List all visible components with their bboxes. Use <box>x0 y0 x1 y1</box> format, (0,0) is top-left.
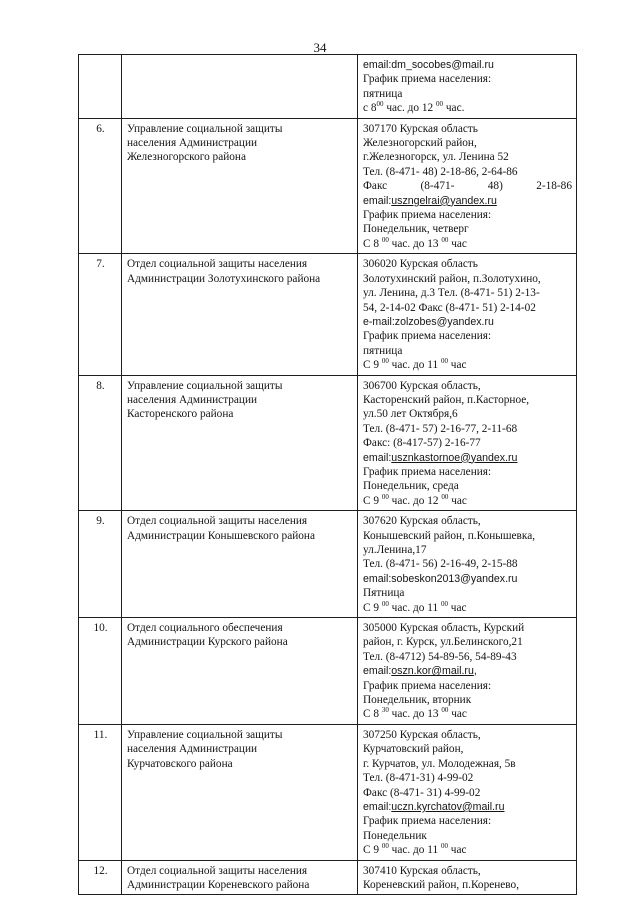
table-row <box>79 375 577 511</box>
schedule-title: График приема населения: <box>363 330 492 343</box>
organization-cell: Отдел социальной защиты населения Администрации Кореневского района <box>122 860 358 895</box>
row-number: 11. <box>79 724 122 860</box>
schedule-title: График приема населения: <box>363 815 492 828</box>
schedule-days: Понедельник <box>363 829 427 842</box>
fax-line: Факс (8-471- 48) 2-18-86 <box>363 180 572 193</box>
schedule-time: С 8 $^{30}$ час. до 13 $^{00}$ час <box>363 706 467 721</box>
page-number: 34 <box>313 40 327 55</box>
row-number: 6. <box>79 118 122 254</box>
table-row <box>79 618 577 725</box>
schedule-time: С 9 $^{00}$ час. до 11 $^{00}$ час <box>363 599 467 614</box>
row-number <box>79 55 122 119</box>
email-link[interactable]: e-mail:zolzobes@yandex.ru <box>363 315 494 328</box>
organization-cell: Отдел социального обеспечения Администрации Курского района <box>122 618 358 725</box>
row-number: 8. <box>79 375 122 511</box>
schedule-days: Понедельник, четверг <box>363 223 469 236</box>
schedule-title: График приема населения: <box>363 465 492 478</box>
organization-cell: Управление социальной защиты населения Администрации Касторенского района <box>122 375 358 511</box>
contact-cell: 306700 Курская область, Касторенский район, п.Касторное, ул.50 лет Октября,6 Тел. (8-471- 57) 2-16-77, 2-11-68 Факс: (8-417-57) 2-16-77 email:usznkastornoe@yandex.ru График приема населения: Понедельник, среда С 9 $^{00}$ час. до 12 $^{00}$ час <box>358 375 577 511</box>
contact-cell: 306020 Курская область Золотухинский район, п.Золотухино, ул. Ленина, д.3 Тел. (8-471- 51) 2-13- 54, 2-14-02 Факс (8-471- 51) 2-14-02 e-mail:zolzobes@yandex.ru График приема населения: пятница С 9 $^{00}$ час. до 11 $^{00}$ час <box>358 254 577 375</box>
email-link[interactable]: uszngelrai@yandex.ru <box>391 194 497 207</box>
row-number: 10. <box>79 618 122 725</box>
schedule-time: С 9 $^{00}$ час. до 11 $^{00}$ час <box>363 357 467 372</box>
organization-cell: Отдел социальной защиты населения Администрации Золотухинского района <box>122 254 358 375</box>
table-row <box>79 860 577 895</box>
schedule-title: График приема населения: <box>363 679 492 692</box>
contact-cell: 307170 Курская область Железногорский район, г.Железногорск, ул. Ленина 52 Тел. (8-471- 48) 2-18-86, 2-64-86 Факс (8-471- 48) 2-18-86 email:uszngelrai@yandex.ru График приема населения: Понедельник, четверг С 8 $^{00}$ час. до 13 $^{00}$ час <box>358 118 577 254</box>
schedule-title: График приема населения: <box>363 209 492 222</box>
row-number: 9. <box>79 511 122 618</box>
row-number: 12. <box>79 860 122 895</box>
email-link[interactable]: uczn.kyrchatov@mail.ru <box>391 800 505 813</box>
organization-cell: Отдел социальной защиты населения Администрации Конышевского района <box>122 511 358 618</box>
schedule-title: График приема населения: <box>363 73 492 86</box>
schedule-time: С 8 $^{00}$ час. до 13 $^{00}$ час <box>363 235 467 250</box>
email-link[interactable]: usznkastornoe@yandex.ru <box>391 451 518 464</box>
contact-cell: 307410 Курская область, Кореневский район, п.Коренево, <box>358 860 577 895</box>
table-row <box>79 254 577 375</box>
schedule-days: Понедельник, среда <box>363 480 459 493</box>
offices-table <box>78 54 577 895</box>
table-row <box>79 118 577 254</box>
contact-cell: 307250 Курская область, Курчатовский район, г. Курчатов, ул. Молодежная, 5в Тел. (8-471-31) 4-99-02 Факс (8-471- 31) 4-99-02 email:uczn.kyrchatov@mail.ru График приема населения: Понедельник С 9 $^{00}$ час. до 11 $^{00}$ час <box>358 724 577 860</box>
schedule-days: пятница <box>363 344 403 357</box>
email-link[interactable]: email:sobeskon2013@yandex.ru <box>363 572 518 585</box>
email-link[interactable]: oszn.kor@mail.ru <box>391 665 474 678</box>
schedule-days: пятница <box>363 87 403 100</box>
schedule-time: С 9 $^{00}$ час. до 11 $^{00}$ час <box>363 842 467 857</box>
email-link[interactable]: dm_socobes@mail.ru <box>391 59 494 71</box>
row-number: 7. <box>79 254 122 375</box>
schedule-time: с $8^{00}$ час. до 12 $^{00}$ час. <box>363 100 465 115</box>
organization-cell: Управление социальной защиты населения Администрации Курчатовского района <box>122 724 358 860</box>
contact-cell: 305000 Курская область, Курский район, г. Курск, ул.Белинского,21 Тел. (8-4712) 54-89-56, 54-89-43 email:oszn.kor@mail.ru, График приема населения: Понедельник, вторник С 8 $^{30}$ час. до 13 $^{00}$ час <box>358 618 577 725</box>
organization-cell: Управление социальной защиты населения Администрации Железногорского района <box>122 118 358 254</box>
contact-cell: 307620 Курская область, Конышевский район, п.Конышевка, ул.Ленина,17 Тел. (8-471- 56) 2-16-49, 2-15-88 email:sobeskon2013@yandex.ru Пятница С 9 $^{00}$ час. до 11 $^{00}$ час <box>358 511 577 618</box>
table-row <box>79 55 577 119</box>
table-row <box>79 511 577 618</box>
schedule-time: С 9 $^{00}$ час. до 12 $^{00}$ час <box>363 492 467 507</box>
schedule-days: Понедельник, вторник <box>363 694 472 707</box>
contact-cell: email:dm_socobes@mail.ru График приема населения: пятница с $8^{00}$ час. до 12 $^{00}$ час. <box>358 55 577 119</box>
organization-cell <box>122 55 358 119</box>
table-row <box>79 724 577 860</box>
schedule-days: Пятница <box>363 587 405 600</box>
